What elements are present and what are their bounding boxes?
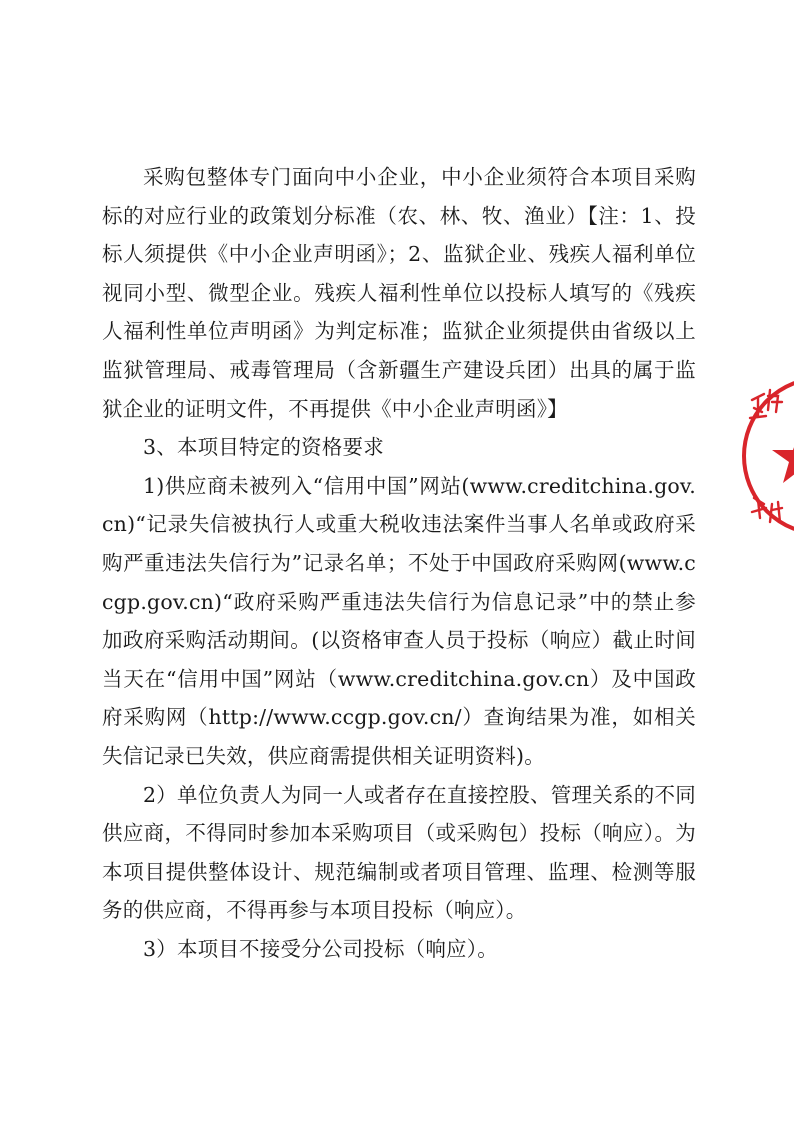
company-seal (738, 372, 794, 542)
seal-lettering (750, 390, 782, 522)
star-icon (772, 430, 794, 483)
paragraph-control-relation: 2）单位负责人为同一人或者存在直接控股、管理关系的不同供应商，不得同时参加本采购项目（或采购包）投标（响应）。为本项目提供整体设计、规范编制或者项目管理、监理、检测等服务的供应商，不得再参与本项目投标（响应）。 (102, 782, 696, 923)
document-body (102, 158, 696, 968)
paragraph-credit-record: 1)供应商未被列入“信用中国”网站(www.creditchina.gov.cn)“记录失信被执行人或重大税收违法案件当事人名单或政府采购严重违法失信行为”记录名单；不处于中国政府采购网(www.ccgp.gov.cn)“政府采购严重违法失信行为信息记录”中的禁止参加政府采购活动期间。(以资格审查人员于投标（响应）截止时间当天在“信用中国”网站（www.creditchina.gov.cn）及中国政府采购网（http://www.ccgp.gov.cn/）查询结果为准，如相关失信记录已失效，供应商需提供相关证明资料)。 (102, 473, 696, 768)
paragraph-branch-exclusion: 3）本项目不接受分公司投标（响应）。 (143, 936, 498, 961)
paragraph-sme-requirement: 采购包整体专门面向中小企业，中小企业须符合本项目采购标的对应行业的政策划分标准（农、林、牧、渔业）【注：1、投标人须提供《中小企业声明函》；2、监狱企业、残疾人福利单位视同小型、微型企业。残疾人福利性单位以投标人填写的《残疾人福利性单位声明函》为判定标准；监狱企业须提供由省级以上监狱管理局、戒毒管理局（含新疆生产建设兵团）出具的属于监狱企业的证明文件，不再提供《中小企业声明函》】 (102, 165, 696, 421)
paragraph-qualification-heading: 3、本项目特定的资格要求 (143, 435, 384, 460)
